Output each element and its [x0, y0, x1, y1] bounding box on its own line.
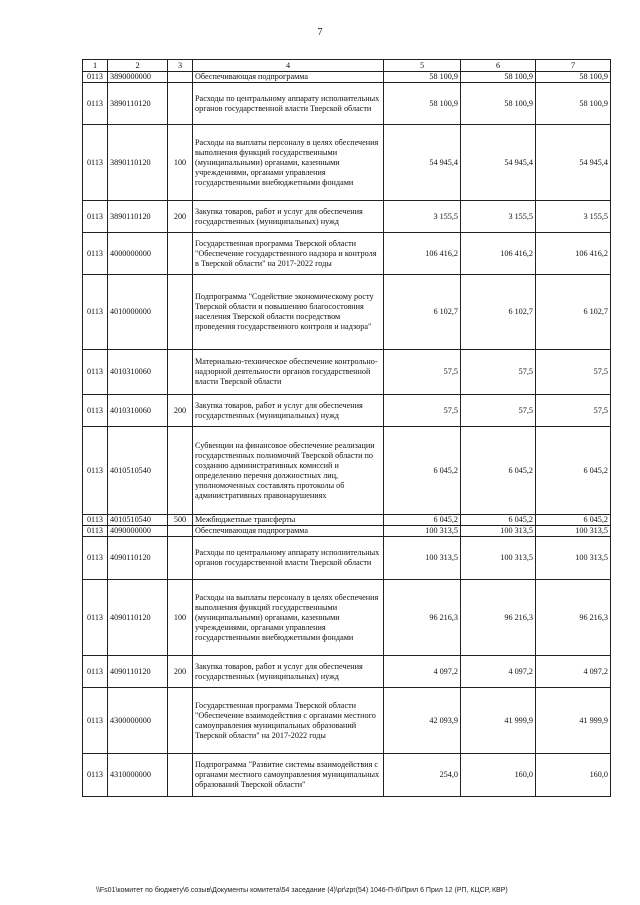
section-code-cell: 0113 — [83, 754, 108, 797]
amount-col7-cell: 100 313,5 — [536, 526, 611, 537]
amount-col5-cell: 54 945,4 — [384, 125, 461, 201]
target-article-cell: 4090110120 — [108, 580, 168, 656]
table-row — [83, 395, 611, 427]
section-code-cell: 0113 — [83, 688, 108, 754]
item-name-cell: Закупка товаров, работ и услуг для обеспечения государственных (муниципальных) нужд — [193, 395, 384, 427]
section-code-cell: 0113 — [83, 526, 108, 537]
section-code-cell: 0113 — [83, 125, 108, 201]
column-header: 6 — [461, 60, 536, 72]
amount-col5-cell: 3 155,5 — [384, 201, 461, 233]
item-name-cell: Межбюджетные трансферты — [193, 515, 384, 526]
amount-col5-cell: 100 313,5 — [384, 537, 461, 580]
table-row — [83, 275, 611, 350]
section-code-cell: 0113 — [83, 580, 108, 656]
target-article-cell: 3890110120 — [108, 83, 168, 125]
item-name-cell: Расходы на выплаты персоналу в целях обеспечения выполнения функций государственными (муниципальными) органами, казенными учреждениями, органами управления государственными внебюджетными фондами — [193, 125, 384, 201]
expense-type-cell — [168, 72, 193, 83]
expense-type-cell — [168, 754, 193, 797]
target-article-cell: 4310000000 — [108, 754, 168, 797]
amount-col7-cell: 3 155,5 — [536, 201, 611, 233]
expense-type-cell: 200 — [168, 395, 193, 427]
item-name-cell: Подпрограмма "Содействие экономическому росту Тверской области и повышению благосостояния населения Тверской области посредством проведения государственного контроля и надзора" — [193, 275, 384, 350]
item-name-cell: Материально-техническое обеспечение контрольно-надзорной деятельности органов государственной власти Тверской области — [193, 350, 384, 395]
table-row — [83, 201, 611, 233]
page-number: 7 — [317, 27, 323, 38]
target-article-cell: 3890110120 — [108, 125, 168, 201]
table-row — [83, 125, 611, 201]
expense-type-cell — [168, 526, 193, 537]
amount-col5-cell: 100 313,5 — [384, 526, 461, 537]
amount-col6-cell: 96 216,3 — [461, 580, 536, 656]
amount-col6-cell: 58 100,9 — [461, 83, 536, 125]
column-header: 7 — [536, 60, 611, 72]
expense-type-cell — [168, 688, 193, 754]
section-code-cell: 0113 — [83, 395, 108, 427]
amount-col7-cell: 100 313,5 — [536, 537, 611, 580]
expense-type-cell — [168, 83, 193, 125]
expense-type-cell: 200 — [168, 201, 193, 233]
target-article-cell: 4010310060 — [108, 395, 168, 427]
amount-col6-cell: 160,0 — [461, 754, 536, 797]
expense-type-cell: 200 — [168, 656, 193, 688]
item-name-cell: Государственная программа Тверской области "Обеспечение государственного надзора и контроля в Тверской области" на 2017-2022 годы — [193, 233, 384, 275]
amount-col7-cell: 54 945,4 — [536, 125, 611, 201]
item-name-cell: Обеспечивающая подпрограмма — [193, 72, 384, 83]
amount-col5-cell: 96 216,3 — [384, 580, 461, 656]
target-article-cell: 4010510540 — [108, 427, 168, 515]
item-name-cell: Закупка товаров, работ и услуг для обеспечения государственных (муниципальных) нужд — [193, 656, 384, 688]
amount-col7-cell: 57,5 — [536, 350, 611, 395]
item-name-cell: Подпрограмма "Развитие системы взаимодействия с органами местного самоуправления муниципальных образований Тверской области" — [193, 754, 384, 797]
column-header: 1 — [83, 60, 108, 72]
amount-col5-cell: 6 102,7 — [384, 275, 461, 350]
amount-col7-cell: 58 100,9 — [536, 72, 611, 83]
table-row — [83, 688, 611, 754]
section-code-cell: 0113 — [83, 201, 108, 233]
amount-col7-cell: 58 100,9 — [536, 83, 611, 125]
table-row — [83, 656, 611, 688]
target-article-cell: 4010510540 — [108, 515, 168, 526]
amount-col5-cell: 6 045,2 — [384, 427, 461, 515]
column-header: 5 — [384, 60, 461, 72]
table-row — [83, 754, 611, 797]
target-article-cell: 3890000000 — [108, 72, 168, 83]
section-code-cell: 0113 — [83, 83, 108, 125]
expense-type-cell — [168, 233, 193, 275]
amount-col6-cell: 6 102,7 — [461, 275, 536, 350]
amount-col6-cell: 57,5 — [461, 350, 536, 395]
amount-col6-cell: 6 045,2 — [461, 427, 536, 515]
target-article-cell: 4090110120 — [108, 656, 168, 688]
table-row — [83, 580, 611, 656]
amount-col5-cell: 254,0 — [384, 754, 461, 797]
amount-col7-cell: 96 216,3 — [536, 580, 611, 656]
expense-type-cell — [168, 427, 193, 515]
section-code-cell: 0113 — [83, 72, 108, 83]
section-code-cell: 0113 — [83, 275, 108, 350]
footer-file-path: \\Fs01\комитет по бюджету\6 созыв\Документы комитета\54 заседание (4)\pr\zpr(54) 1046-П-6\Прил 6 Прил 12 (РП, КЦСР, КВР) — [96, 887, 508, 894]
column-header: 2 — [108, 60, 168, 72]
section-code-cell: 0113 — [83, 350, 108, 395]
amount-col6-cell: 57,5 — [461, 395, 536, 427]
amount-col5-cell: 57,5 — [384, 395, 461, 427]
amount-col7-cell: 57,5 — [536, 395, 611, 427]
amount-col6-cell: 100 313,5 — [461, 526, 536, 537]
item-name-cell: Обеспечивающая подпрограмма — [193, 526, 384, 537]
amount-col7-cell: 6 045,2 — [536, 515, 611, 526]
target-article-cell: 4000000000 — [108, 233, 168, 275]
item-name-cell: Расходы по центральному аппарату исполнительных органов государственной власти Тверской области — [193, 537, 384, 580]
budget-table — [82, 59, 611, 797]
table-header-row — [83, 60, 611, 72]
amount-col7-cell: 6 102,7 — [536, 275, 611, 350]
target-article-cell: 4010000000 — [108, 275, 168, 350]
amount-col6-cell: 3 155,5 — [461, 201, 536, 233]
expense-type-cell: 100 — [168, 580, 193, 656]
target-article-cell: 4090000000 — [108, 526, 168, 537]
item-name-cell: Государственная программа Тверской области "Обеспечение взаимодействия с органами местного самоуправления муниципальных образований Тверской области" на 2017-2022 годы — [193, 688, 384, 754]
item-name-cell: Расходы на выплаты персоналу в целях обеспечения выполнения функций государственными (муниципальными) органами, казенными учреждениями, органами управления государственными внебюджетными фондами — [193, 580, 384, 656]
amount-col7-cell: 160,0 — [536, 754, 611, 797]
section-code-cell: 0113 — [83, 427, 108, 515]
table-row — [83, 515, 611, 526]
item-name-cell: Субвенции на финансовое обеспечение реализации государственных полномочий Тверской области по созданию административных комиссий и определению перечня должностных лиц, уполномоченных составлять протоколы об административных правонарушениях — [193, 427, 384, 515]
amount-col6-cell: 54 945,4 — [461, 125, 536, 201]
amount-col5-cell: 57,5 — [384, 350, 461, 395]
item-name-cell: Закупка товаров, работ и услуг для обеспечения государственных (муниципальных) нужд — [193, 201, 384, 233]
column-header: 3 — [168, 60, 193, 72]
expense-type-cell: 100 — [168, 125, 193, 201]
table-row — [83, 72, 611, 83]
table-row — [83, 537, 611, 580]
amount-col6-cell: 100 313,5 — [461, 537, 536, 580]
amount-col7-cell: 106 416,2 — [536, 233, 611, 275]
item-name-cell: Расходы по центральному аппарату исполнительных органов государственной власти Тверской области — [193, 83, 384, 125]
section-code-cell: 0113 — [83, 537, 108, 580]
section-code-cell: 0113 — [83, 233, 108, 275]
amount-col5-cell: 58 100,9 — [384, 72, 461, 83]
table-row — [83, 233, 611, 275]
amount-col5-cell: 6 045,2 — [384, 515, 461, 526]
amount-col6-cell: 41 999,9 — [461, 688, 536, 754]
target-article-cell: 3890110120 — [108, 201, 168, 233]
amount-col6-cell: 106 416,2 — [461, 233, 536, 275]
column-header: 4 — [193, 60, 384, 72]
target-article-cell: 4300000000 — [108, 688, 168, 754]
table-row — [83, 427, 611, 515]
amount-col6-cell: 4 097,2 — [461, 656, 536, 688]
section-code-cell: 0113 — [83, 656, 108, 688]
table-row — [83, 526, 611, 537]
section-code-cell: 0113 — [83, 515, 108, 526]
target-article-cell: 4010310060 — [108, 350, 168, 395]
table-row — [83, 83, 611, 125]
target-article-cell: 4090110120 — [108, 537, 168, 580]
table-row — [83, 350, 611, 395]
amount-col7-cell: 41 999,9 — [536, 688, 611, 754]
expense-type-cell — [168, 350, 193, 395]
expense-type-cell — [168, 537, 193, 580]
expense-type-cell — [168, 275, 193, 350]
amount-col5-cell: 106 416,2 — [384, 233, 461, 275]
amount-col5-cell: 42 093,9 — [384, 688, 461, 754]
expense-type-cell: 500 — [168, 515, 193, 526]
amount-col5-cell: 4 097,2 — [384, 656, 461, 688]
amount-col5-cell: 58 100,9 — [384, 83, 461, 125]
amount-col6-cell: 6 045,2 — [461, 515, 536, 526]
amount-col6-cell: 58 100,9 — [461, 72, 536, 83]
amount-col7-cell: 4 097,2 — [536, 656, 611, 688]
amount-col7-cell: 6 045,2 — [536, 427, 611, 515]
